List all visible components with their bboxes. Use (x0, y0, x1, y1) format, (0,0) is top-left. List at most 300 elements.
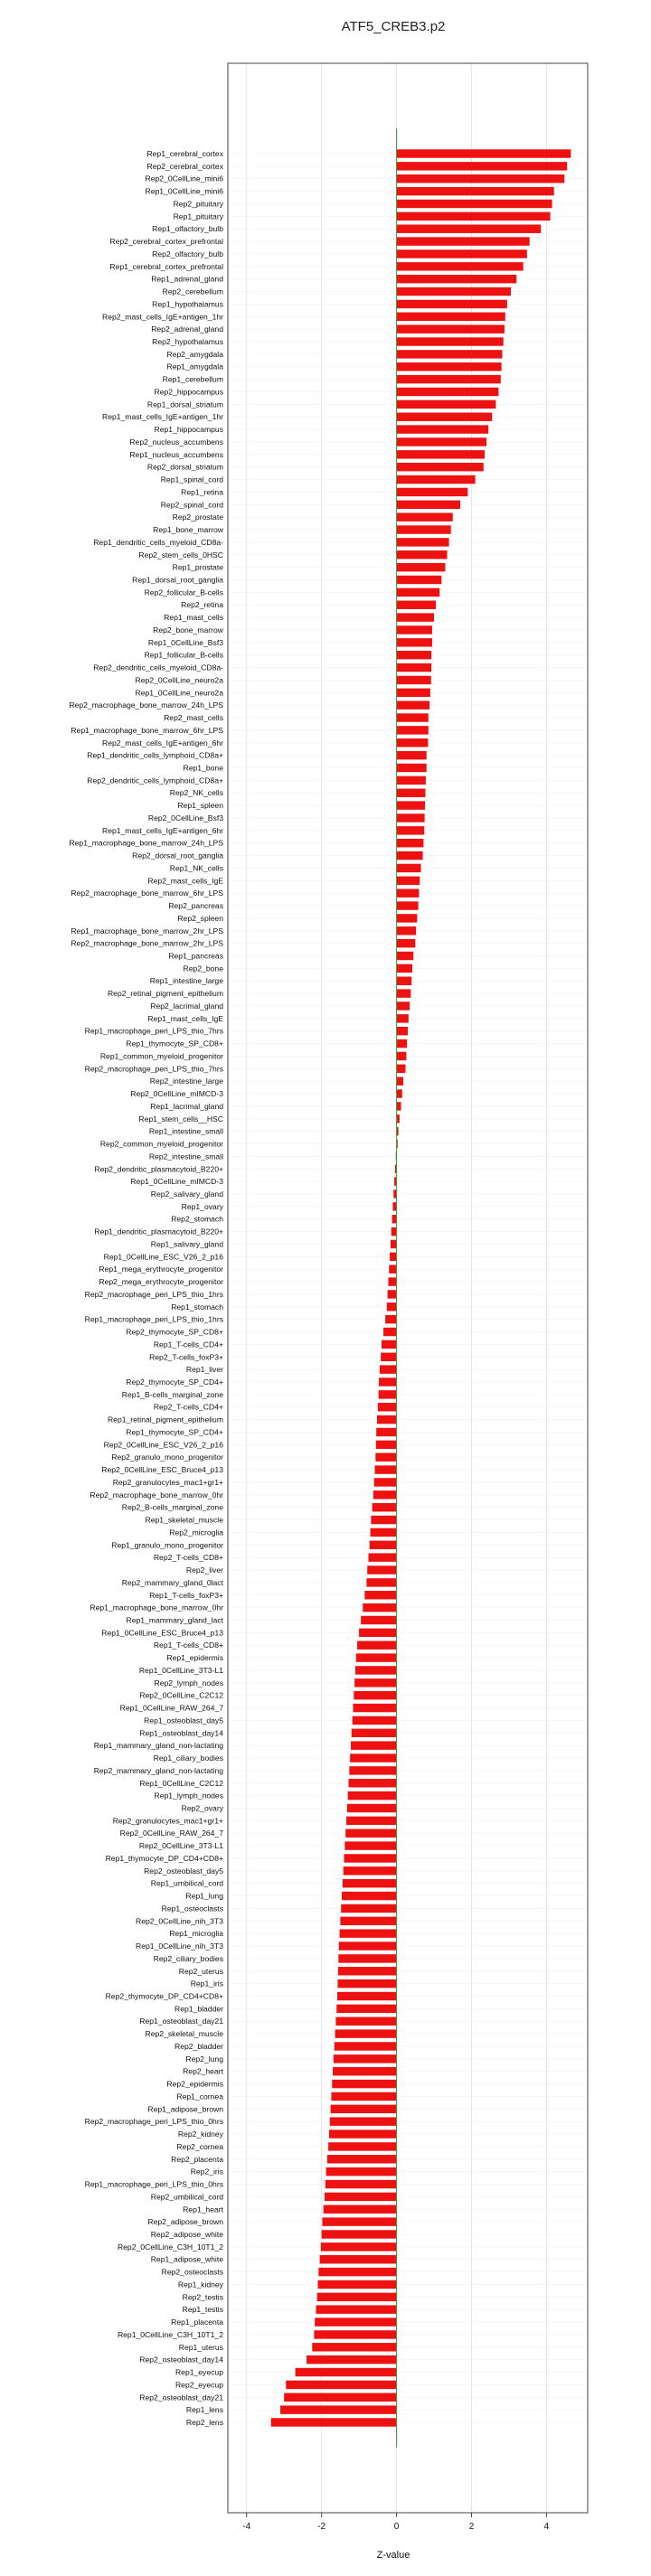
bar (351, 1741, 397, 1749)
category-label: Rep2_granulocytes_mac1+gr1+ (112, 1477, 223, 1487)
category-label: Rep1_lymph_nodes (154, 1791, 223, 1800)
category-label: Rep1_0CellLine_mIMCD-3 (130, 1177, 223, 1187)
bar (397, 300, 507, 308)
bar (337, 1979, 396, 1988)
category-label: Rep2_T-cells_CD4+ (153, 1402, 223, 1412)
category-label: Rep1_0CellLine_nih_3T3 (136, 1941, 223, 1951)
category-label: Rep2_dendritic_cells_lymphoid_CD8a+ (87, 776, 223, 785)
bar (390, 1253, 396, 1261)
category-label: Rep1_epidermis (166, 1653, 223, 1663)
bar (340, 1929, 397, 1937)
bar (353, 1716, 397, 1725)
category-label: Rep2_osteoblast_day21 (139, 2393, 223, 2402)
bar (397, 237, 530, 245)
category-label: Rep2_cerebellum (162, 287, 223, 296)
category-label: Rep1_ciliary_bodies (153, 1753, 223, 1763)
category-label: Rep1_spleen (177, 801, 223, 811)
bar (343, 1879, 397, 1887)
bar (318, 2280, 397, 2289)
category-label: Rep2_olfactory_bulb (152, 249, 223, 259)
bar (347, 1804, 397, 1812)
category-label: Rep2_umbilical_cord (150, 2192, 223, 2202)
category-label: Rep1_intestine_small (148, 1126, 223, 1136)
category-label: Rep1_heart (183, 2205, 223, 2214)
bar (397, 839, 424, 847)
category-label: Rep1_mast_cells_IgE+antigen_6hr (101, 825, 223, 835)
bar (397, 613, 434, 621)
category-label: Rep1_dorsal_striatum (146, 400, 223, 409)
bar (397, 625, 432, 634)
bar (375, 1465, 397, 1473)
category-label: Rep1_dorsal_root_ganglia (132, 575, 223, 585)
category-label: Rep2_stem_cells_0HSC (138, 550, 223, 559)
x-tick-label: 4 (543, 2522, 550, 2532)
category-label: Rep2_stomach (171, 1214, 223, 1224)
bar (397, 512, 453, 521)
bar (397, 162, 568, 170)
category-label: Rep1_0CellLine_neuro2a (135, 688, 223, 698)
bar (397, 337, 504, 345)
bar (397, 324, 505, 333)
category-label: Rep2_0CellLine_neuro2a (135, 675, 223, 685)
category-label: Rep1_placenta (171, 2317, 223, 2327)
category-label: Rep1_0CellLine_mini6 (145, 186, 223, 196)
category-label: Rep2_granulo_mono_progenitor (111, 1453, 223, 1462)
bar (330, 2117, 397, 2125)
bar (332, 2080, 396, 2088)
bar (374, 1478, 397, 1486)
category-label: Rep2_thymocyte_SP_CD4+ (126, 1377, 223, 1387)
category-label: Rep2_bone_marrow (153, 625, 223, 635)
bar (397, 149, 571, 157)
category-label: Rep2_macrophage_peri_LPS_thio_1hrs (84, 1289, 223, 1299)
bar (364, 1591, 396, 1599)
category-label: Rep1_iris (190, 1979, 223, 1988)
bar (397, 964, 412, 973)
bar (344, 1866, 397, 1875)
category-label: Rep1_NK_cells (169, 863, 223, 873)
category-label: Rep1_skeletal_muscle (145, 1515, 223, 1525)
bar (397, 576, 442, 584)
category-label: Rep2_iris (190, 2167, 223, 2176)
x-tick-label: -2 (317, 2522, 326, 2532)
bar (388, 1290, 397, 1298)
bar (379, 1390, 397, 1398)
bar (397, 877, 420, 885)
category-label: Rep1_adrenal_gland (151, 274, 223, 284)
category-label: Rep1_0CellLine_RAW_264_7 (119, 1703, 223, 1713)
bar (340, 1917, 396, 1925)
bar (397, 525, 451, 533)
bar (397, 375, 501, 383)
bar (376, 1441, 397, 1449)
bar (397, 689, 430, 697)
category-label: Rep1_adipose_brown (147, 2104, 223, 2114)
category-label: Rep2_intestine_large (149, 1076, 223, 1086)
category-label: Rep2_0CellLine_ESC_V26_2_p16 (103, 1440, 223, 1450)
category-label: Rep2_bladder (175, 2041, 223, 2051)
category-label: Rep1_mast_cells (164, 613, 223, 623)
bar (339, 1941, 397, 1950)
bar (397, 638, 432, 646)
category-label: Rep1_0CellLine_ESC_Bruce4_p13 (101, 1628, 223, 1638)
category-label: Rep2_macrophage_peri_LPS_thio_7hrs (84, 1064, 223, 1074)
bar (397, 450, 485, 458)
bar (368, 1553, 396, 1561)
bar (325, 2193, 397, 2201)
category-label: Rep2_0CellLine_ESC_Bruce4_p13 (101, 1465, 223, 1475)
category-label: Rep1_thymocyte_DP_CD4+CD8+ (105, 1853, 223, 1863)
category-label: Rep2_T-cells_CD8+ (153, 1553, 223, 1563)
bar (271, 2418, 397, 2426)
bar (391, 1240, 397, 1248)
category-label: Rep2_eyecup (175, 2380, 223, 2390)
bar (397, 350, 503, 358)
category-label: Rep1_stomach (171, 1302, 223, 1312)
bar (366, 1578, 396, 1586)
bar (397, 287, 511, 296)
bar (392, 1215, 397, 1223)
category-label: Rep1_follicular_B-cells (144, 650, 223, 660)
bar (397, 1014, 409, 1022)
category-label: Rep2_mammary_gland_0lact (121, 1577, 223, 1587)
bar (385, 1315, 396, 1323)
bar (397, 601, 437, 609)
bar (397, 801, 426, 809)
bar (397, 914, 418, 922)
bar (397, 813, 425, 822)
bar (397, 926, 417, 935)
bar (280, 2405, 397, 2413)
bar (348, 1779, 396, 1787)
category-label: Rep2_osteoclasts (161, 2267, 223, 2277)
bar (397, 764, 427, 772)
category-label: Rep1_macrophage_bone_marrow_2hr_LPS (71, 926, 223, 935)
bar (337, 1992, 397, 2000)
category-label: Rep2_uterus (178, 1966, 223, 1976)
bar (397, 1089, 402, 1097)
category-label: Rep1_0CellLine_Bsf3 (147, 637, 223, 647)
category-label: Rep2_cerebral_cortex_prefrontal (109, 237, 223, 247)
bar (397, 262, 524, 270)
category-label: Rep1_mast_cells_IgE (147, 1013, 223, 1023)
bar (397, 488, 468, 496)
category-label: Rep1_0CellLine_C3H_10T1_2 (117, 2329, 223, 2339)
category-label: Rep2_spleen (177, 913, 223, 923)
bar (392, 1227, 397, 1236)
bar (321, 2242, 397, 2251)
bar (296, 2368, 397, 2376)
category-label: Rep1_T-cells_CD8+ (153, 1641, 223, 1650)
bar (326, 2167, 397, 2176)
category-label: Rep1_bone_marrow (153, 525, 223, 535)
category-label: Rep1_B-cells_marginal_zone (121, 1389, 223, 1399)
bar (336, 2005, 396, 2013)
bar (397, 663, 432, 672)
category-label: Rep1_stem_cells__HSC (138, 1114, 223, 1123)
category-label: Rep1_bladder (175, 2004, 223, 2014)
category-label: Rep1_macrophage_peri_LPS_thio_7hrs (84, 1026, 223, 1036)
category-label: Rep2_dendritic_plasmacytoid_B220+ (94, 1164, 223, 1174)
category-label: Rep1_0CellLine_ESC_V26_2_p16 (103, 1252, 223, 1262)
category-label: Rep2_testis (182, 2292, 223, 2302)
category-label: Rep2_spinal_cord (160, 500, 223, 510)
bar (350, 1753, 396, 1762)
bar (397, 1102, 401, 1110)
bar (388, 1277, 396, 1285)
bar (397, 713, 429, 721)
category-label: Rep2_ciliary_bodies (153, 1953, 223, 1963)
bar (344, 1841, 396, 1849)
bar (397, 851, 423, 860)
category-label: Rep2_osteoblast_day5 (144, 1866, 223, 1876)
x-tick-label: 0 (393, 2522, 400, 2532)
category-label: Rep1_spinal_cord (160, 475, 223, 484)
category-label: Rep1_hypothalamus (152, 299, 223, 309)
category-label: Rep2_adipose_brown (147, 2217, 223, 2227)
category-label: Rep1_dendritic_cells_lymphoid_CD8a+ (87, 750, 223, 760)
category-label: Rep2_common_myeloid_progenitor (99, 1139, 223, 1149)
bar (397, 501, 460, 509)
bar (397, 437, 487, 446)
category-label: Rep2_placenta (171, 2154, 223, 2164)
category-label: Rep2_dendritic_cells_myeloid_CD8a- (93, 663, 223, 672)
category-label: Rep1_olfactory_bulb (152, 224, 223, 234)
bar (397, 1027, 408, 1035)
category-label: Rep2_retina (181, 600, 223, 610)
bar (397, 313, 505, 321)
category-label: Rep2_0CellLine_mIMCD-3 (130, 1089, 223, 1099)
category-label: Rep2_lymph_nodes (154, 1678, 223, 1688)
category-label: Rep1_thymocyte_SP_CD4+ (126, 1427, 223, 1437)
bar (331, 2105, 397, 2113)
category-label: Rep2_amygdala (166, 349, 223, 359)
bar (335, 2029, 397, 2037)
bar (397, 413, 493, 421)
category-label: Rep1_ovary (181, 1201, 223, 1211)
bar (397, 588, 440, 597)
bar (397, 738, 429, 747)
bar (397, 776, 426, 785)
category-label: Rep1_uterus (178, 2342, 223, 2352)
bar (331, 2092, 396, 2101)
category-label: Rep2_salivary_gland (150, 1189, 223, 1199)
category-label: Rep1_retina (181, 487, 223, 497)
bar (397, 1076, 403, 1085)
bar (371, 1516, 396, 1524)
bar (397, 563, 446, 571)
bar (397, 200, 552, 208)
category-label: Rep2_NK_cells (169, 788, 223, 798)
bar (318, 2268, 396, 2276)
category-label: Rep2_prostate (172, 512, 223, 522)
bar (338, 1967, 397, 1975)
category-label: Rep2_mast_cells_IgE+antigen_6hr (101, 738, 223, 747)
category-label: Rep1_common_myeloid_progenitor (99, 1051, 223, 1061)
category-label: Rep2_lens (185, 2418, 223, 2427)
category-label: Rep1_eyecup (175, 2367, 223, 2377)
category-label: Rep2_B-cells_marginal_zone (121, 1502, 223, 1512)
category-label: Rep1_mega_erythrocyte_progenitor (99, 1264, 223, 1274)
category-label: Rep2_kidney (177, 2129, 223, 2139)
bar (397, 475, 476, 484)
bar (397, 388, 499, 396)
category-label: Rep1_liver (185, 1365, 223, 1375)
bar (397, 651, 432, 659)
bar (397, 751, 427, 759)
bar (359, 1629, 396, 1637)
x-axis-label: Z-value (376, 2550, 410, 2561)
category-label: Rep2_macrophage_bone_marrow_6hr_LPS (71, 888, 223, 898)
category-label: Rep1_testis (182, 2305, 223, 2315)
bar (335, 2017, 396, 2026)
category-label: Rep2_0CellLine_C3H_10T1_2 (117, 2242, 223, 2252)
bar (373, 1503, 397, 1511)
bar (341, 1904, 396, 1913)
category-label: Rep1_hippocampus (154, 425, 223, 435)
bar (345, 1829, 396, 1838)
bar (397, 726, 429, 734)
category-label: Rep1_microglia (169, 1929, 223, 1939)
bar (348, 1791, 397, 1800)
category-label: Rep2_mega_erythrocyte_progenitor (99, 1277, 223, 1287)
bar (397, 538, 449, 546)
bar (397, 676, 431, 684)
category-label: Rep2_epidermis (166, 2079, 223, 2089)
category-label: Rep1_lung (185, 1891, 223, 1901)
bar (349, 1766, 396, 1774)
category-label: Rep1_intestine_large (149, 976, 223, 986)
category-label: Rep2_skeletal_muscle (145, 2029, 223, 2039)
bar (307, 2355, 397, 2364)
category-label: Rep1_lacrimal_gland (150, 1101, 223, 1111)
category-label: Rep2_microglia (169, 1528, 223, 1537)
bar (387, 1302, 397, 1311)
bar (397, 1065, 406, 1073)
category-label: Rep1_T-cells_foxP3+ (149, 1590, 223, 1600)
category-label: Rep1_dendritic_plasmacytoid_B220+ (94, 1227, 223, 1236)
category-label: Rep2_lung (185, 2054, 223, 2064)
category-label: Rep1_osteoclasts (161, 1904, 223, 1913)
category-label: Rep1_pituitary (173, 212, 223, 221)
bar (326, 2180, 397, 2188)
bar (334, 2054, 397, 2063)
category-label: Rep2_mammary_gland_non-lactating (93, 1765, 223, 1775)
bar (363, 1603, 396, 1612)
bar (370, 1541, 397, 1549)
category-label: Rep2_macrophage_bone_marrow_0hr (90, 1490, 223, 1500)
category-label: Rep2_pancreas (168, 901, 223, 911)
bar (317, 2293, 397, 2301)
category-label: Rep1_0CellLine_C2C12 (139, 1778, 223, 1788)
category-label: Rep2_bone (183, 964, 223, 973)
category-label: Rep2_nucleus_accumbens (129, 437, 223, 447)
category-label: Rep2_liver (185, 1565, 223, 1575)
category-label: Rep1_mast_cells_IgE+antigen_1hr (101, 412, 223, 422)
category-label: Rep1_amygdala (166, 362, 223, 371)
bar (382, 1340, 397, 1349)
category-label: Rep2_0CellLine_RAW_264_7 (119, 1829, 223, 1838)
bar (314, 2330, 396, 2338)
bar (353, 1704, 396, 1712)
category-label: Rep2_dorsal_striatum (146, 462, 223, 472)
category-label: Rep2_mast_cells (164, 713, 223, 723)
bar (397, 1039, 408, 1048)
category-label: Rep2_hypothalamus (152, 337, 223, 347)
bar (322, 2217, 396, 2225)
category-label: Rep2_dorsal_root_ganglia (132, 851, 223, 860)
bar (397, 275, 517, 283)
category-label: Rep1_dendritic_cells_myeloid_CD8a- (93, 537, 223, 547)
bar (378, 1403, 397, 1411)
category-label: Rep1_macrophage_bone_marrow_0hr (90, 1603, 223, 1612)
bar (320, 2255, 397, 2263)
category-label: Rep2_cerebral_cortex (146, 161, 223, 171)
bar (397, 888, 420, 897)
category-label: Rep1_adipose_white (150, 2254, 223, 2264)
category-label: Rep1_macrophage_bone_marrow_24h_LPS (69, 838, 223, 848)
category-label: Rep1_cornea (176, 2092, 223, 2101)
category-label: Rep1_cerebral_cortex (146, 149, 223, 158)
category-label: Rep1_osteoblast_day14 (139, 1728, 223, 1738)
category-label: Rep2_lacrimal_gland (150, 1001, 223, 1011)
bar (333, 2067, 396, 2075)
category-label: Rep1_osteoblast_day21 (139, 2017, 223, 2026)
x-tick-label: 2 (468, 2522, 475, 2532)
bar (397, 952, 414, 960)
category-label: Rep2_mast_cells_IgE+antigen_1hr (101, 312, 223, 322)
bar (397, 989, 411, 997)
x-tick-label: -4 (242, 2522, 251, 2532)
category-label: Rep2_follicular_B-cells (144, 588, 223, 597)
category-label: Rep1_0CellLine_3T3-L1 (138, 1665, 223, 1675)
bar (380, 1365, 397, 1373)
bar (397, 362, 502, 371)
category-label: Rep1_mammary_gland_non-lactating (93, 1741, 223, 1751)
category-label: Rep2_0CellLine_3T3-L1 (138, 1841, 223, 1851)
bar (327, 2155, 397, 2163)
bar (397, 939, 416, 947)
bar (392, 1202, 396, 1210)
category-label: Rep1_T-cells_CD4+ (153, 1340, 223, 1349)
bar (344, 1854, 397, 1862)
bar (316, 2305, 396, 2313)
bar (377, 1415, 397, 1424)
bar (397, 224, 542, 232)
bar (357, 1641, 397, 1650)
category-label: Rep1_salivary_gland (150, 1239, 223, 1249)
bar (371, 1528, 397, 1537)
bar (383, 1328, 397, 1336)
bar (342, 1892, 397, 1900)
category-label: Rep2_ovary (181, 1803, 223, 1813)
category-label: Rep1_lens (185, 2405, 223, 2415)
category-label: Rep1_macrophage_peri_LPS_thio_1hrs (84, 1314, 223, 1324)
category-label: Rep1_granulo_mono_progenitor (111, 1540, 223, 1550)
category-label: Rep2_0CellLine_mini6 (145, 174, 223, 183)
category-label: Rep1_bone (183, 763, 223, 773)
category-label: Rep1_kidney (177, 2280, 223, 2289)
bar (354, 1691, 396, 1699)
category-label: Rep2_thymocyte_SP_CD8+ (126, 1327, 223, 1337)
bar (397, 425, 489, 433)
bar (397, 249, 527, 258)
bar (328, 2142, 396, 2150)
category-label: Rep1_mammary_gland_lact (126, 1615, 223, 1625)
chart-title: ATF5_CREB3.p2 (341, 19, 446, 34)
bar (355, 1666, 397, 1674)
bar (354, 1678, 396, 1687)
